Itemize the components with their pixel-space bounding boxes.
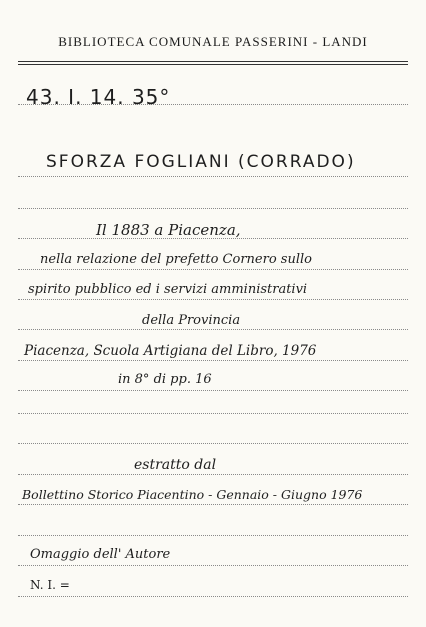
shelfmark: 43. I. 14. 35° xyxy=(26,85,171,109)
ruled-line xyxy=(18,329,408,330)
journal-line: Bollettino Storico Piacentino - Gennaio - Giugno 1976 xyxy=(22,487,363,502)
ruled-line xyxy=(18,565,408,566)
ruled-line xyxy=(18,208,408,209)
ruled-line xyxy=(18,269,408,270)
imprint-line: Piacenza, Scuola Artigiana del Libro, 1976 xyxy=(24,343,317,359)
ruled-line xyxy=(18,176,408,177)
ruled-line xyxy=(18,390,408,391)
ruled-line xyxy=(18,413,408,414)
library-header: BIBLIOTECA COMUNALE PASSERINI - LANDI xyxy=(58,34,368,49)
title-line: della Provincia xyxy=(142,313,241,328)
title-line: spirito pubblico ed i servizi amministrativi xyxy=(28,282,308,297)
collation-line: in 8° di pp. 16 xyxy=(118,372,212,387)
gift-note: Omaggio dell' Autore xyxy=(30,547,171,562)
title-line: nella relazione del prefetto Cornero sullo xyxy=(40,252,312,267)
ruled-line xyxy=(18,535,408,536)
ruled-line xyxy=(18,596,408,597)
header-rule-top xyxy=(18,61,408,62)
ruled-line xyxy=(18,299,408,300)
header-rule-bottom xyxy=(18,64,408,65)
author-heading: SFORZA FOGLIANI (CORRADO) xyxy=(46,152,356,172)
extract-label: estratto dal xyxy=(134,457,217,473)
ruled-line xyxy=(18,504,408,505)
number-note: N. I. = xyxy=(30,578,70,592)
ruled-line xyxy=(18,443,408,444)
ruled-line xyxy=(18,360,408,361)
title-line: Il 1883 a Piacenza, xyxy=(96,221,241,239)
ruled-line xyxy=(18,474,408,475)
